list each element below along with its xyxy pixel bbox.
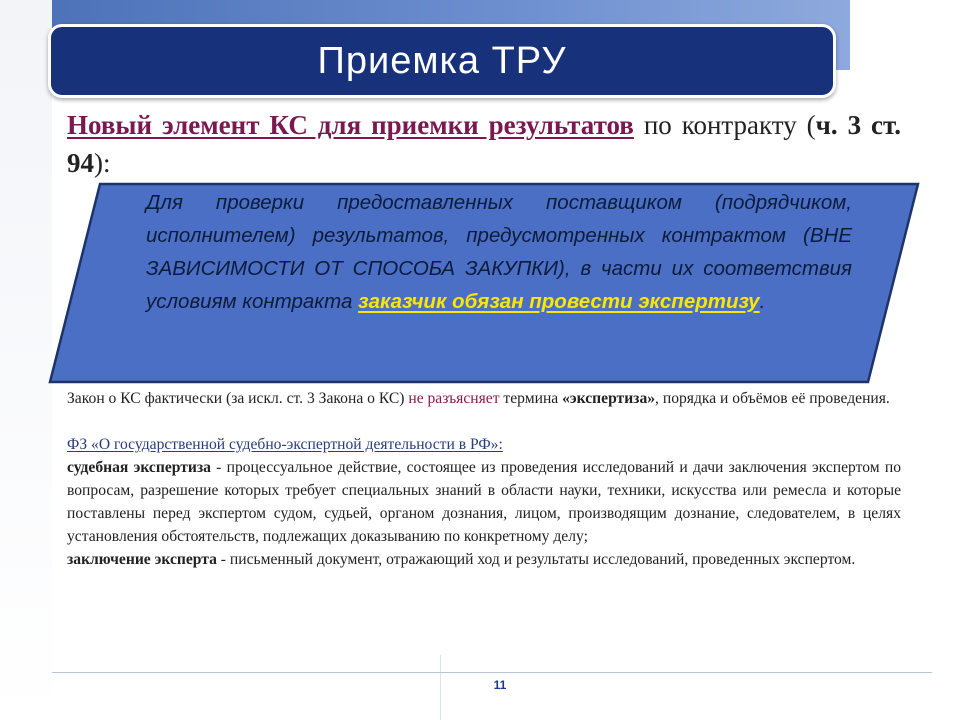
- intro-highlight: Новый элемент КС для приемки результатов: [67, 110, 634, 140]
- footer-divider-vertical: [440, 655, 441, 720]
- intro-paragraph: [67, 106, 901, 182]
- intro-text-end: ):: [94, 148, 111, 178]
- callout-highlight: заказчик обязан провести экспертизу: [358, 290, 760, 313]
- definition-text-2: - письменный документ, отражающий ход и результаты исследований, проведенных экспертом.: [216, 551, 856, 568]
- law-note-text: Закон о КС фактически (за искл. ст. 3 Закона о КС): [67, 390, 409, 407]
- slide-title: Приемка ТРУ: [317, 39, 567, 82]
- definition-term-2: заключение эксперта: [67, 551, 217, 568]
- footer-divider: [52, 672, 932, 673]
- intro-text: по контракту (: [633, 110, 816, 140]
- law-title: [67, 433, 901, 456]
- callout-text-end: .: [759, 290, 766, 313]
- definition-expert-opinion: [67, 548, 901, 571]
- law-note-emphasis: не разъясняет: [408, 390, 500, 407]
- paragraph-law-note: [67, 387, 901, 410]
- left-margin-strip: [0, 0, 52, 720]
- callout-banner: [48, 178, 920, 384]
- law-note-text-3: , порядка и объёмов её проведения.: [655, 390, 890, 407]
- title-bar: [48, 24, 836, 98]
- callout-text-main: Для проверки предоставленных поставщиком (подрядчиком, исполнителем) результатов, предусмотренных контрактом (ВНЕ ЗАВИСИМОСТИ ОТ СПОСОБА ЗАКУПКИ), в части их соответствия условиям контракта: [146, 191, 852, 313]
- callout-text: [146, 186, 852, 318]
- body-text: [67, 387, 901, 571]
- law-note-term: «экспертиза»: [562, 390, 656, 407]
- definition-text: - процессуальное действие, состоящее из проведения исследований и дачи заключения экспертом по вопросам, разрешение которых требует специальных знаний в области науки, техники, искусства или ремесла и которые поставлены перед экспертом судом, судьей, органом дознания, лицом, производящим дознание, следователем, в целях установления обстоятельств, подлежащих доказыванию по конкретному делу;: [67, 459, 901, 545]
- intro-reference: ч. 3 ст. 94: [67, 110, 901, 178]
- definition-forensic-expertise: [67, 456, 901, 548]
- law-note-text-2: термина: [499, 390, 563, 407]
- law-title-text: ФЗ «О государственной судебно-экспертной деятельности в РФ»:: [67, 436, 503, 453]
- spacer: [67, 410, 901, 433]
- page-number: 11: [493, 678, 507, 692]
- definition-term: судебная экспертиза: [67, 459, 211, 476]
